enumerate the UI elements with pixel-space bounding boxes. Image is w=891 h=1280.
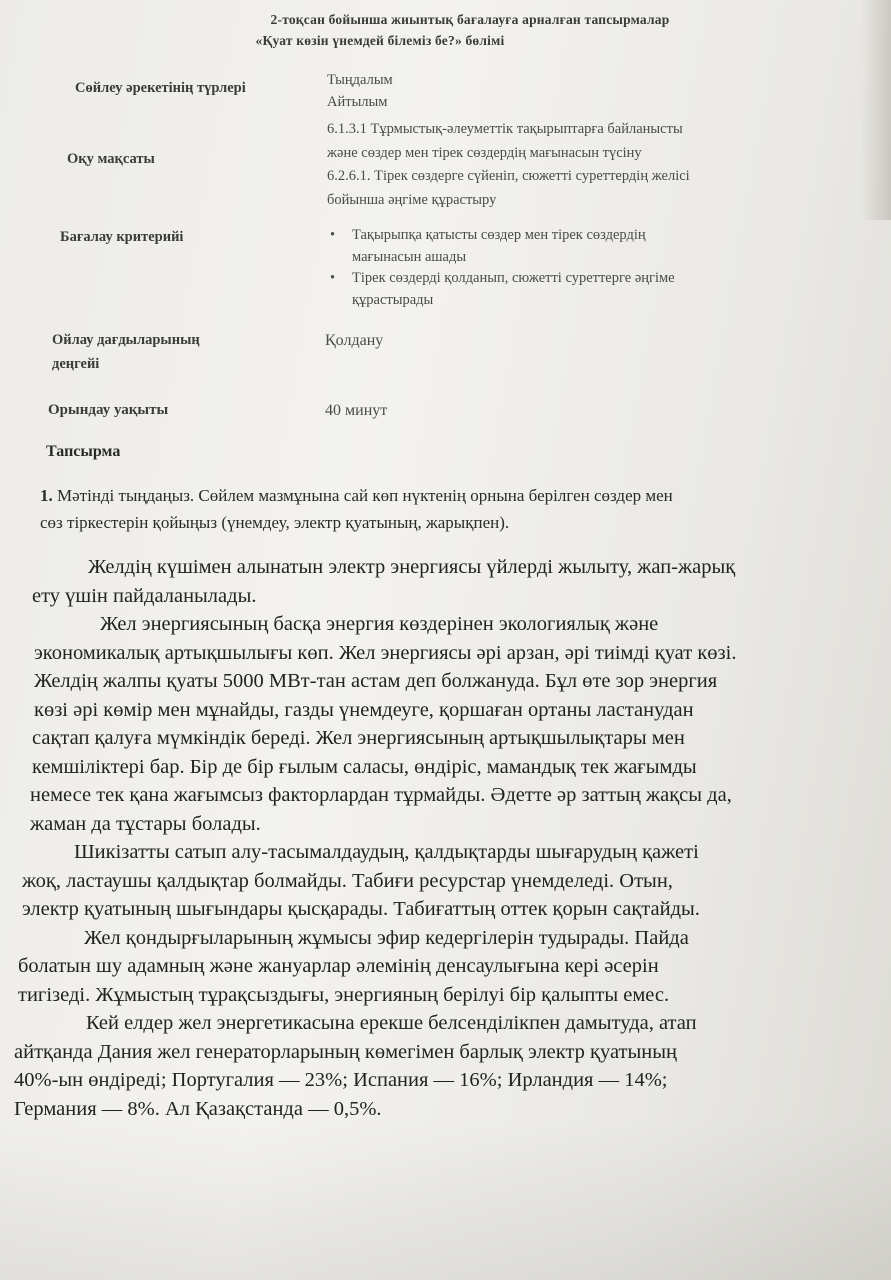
text-line: сақтап қалуға мүмкіндік береді. Жел энергиясының артықшылықтары мен: [32, 727, 685, 749]
header-line-2: «Қуат көзін үнемдей білеміз бе?» бөлімі: [255, 33, 505, 48]
text-line: Жел қондырғыларының жұмысы эфир кедергілерін тудырады. Пайда: [84, 926, 689, 949]
speech-type-1: Тыңдалым: [327, 72, 393, 88]
criteria-bullet-2: [330, 268, 675, 290]
text-line: болатын шу адамның және жануарлар әлемінің денсаулығына кері әсерін: [18, 955, 659, 977]
goal-line-2: және сөздер мен тірек сөздердің мағынасын түсіну: [327, 144, 642, 161]
goal-line-1: 6.1.3.1 Тұрмыстық-әлеуметтік тақырыптарға байланысты: [327, 121, 683, 137]
text-line: жаман да тұстары болады.: [30, 812, 261, 835]
criteria-bullet-1-text: Тақырыпқа қатысты сөздер мен тірек сөздердің: [352, 227, 646, 243]
task-1-line-1: [40, 482, 840, 509]
text-line: немесе тек қана жағымсыз факторлардан тұрмайды. Әдетте әр заттың жақсы да,: [30, 784, 732, 806]
criteria-bullet-2-cont: құрастырады: [352, 291, 434, 308]
task-1-line-1-text: Мәтінді тыңдаңыз. Сөйлем мазмұнына сай көп нүктенің орнына берілген сөздер мен: [57, 486, 673, 505]
criteria-bullet-1-cont: мағынасын ашады: [352, 248, 467, 265]
thinking-level-value: Қолдану: [325, 332, 384, 349]
text-line: тигізеді. Жұмыстың тұрақсыздығы, энергияның берілуі бір қалыпты емес.: [18, 983, 670, 1006]
text-line: экономикалық артықшылығы көп. Жел энергиясы әрі арзан, әрі тиімді қуат көзі.: [34, 641, 737, 664]
text-line: ету үшін пайдаланылады.: [32, 584, 257, 607]
text-line: Кей елдер жел энергетикасына ерекше белсенділікпен дамытуда, атап: [86, 1012, 697, 1034]
task-1-line-2: сөз тіркестерін қойыңыз (үнемдеу, электр қуатының, жарықпен).: [40, 513, 510, 532]
learning-goal-value: [327, 118, 690, 212]
text-line: жоқ, ластаушы қалдықтар болмайды. Табиғи ресурстар үнемделеді. Отын,: [22, 869, 673, 892]
task-number: 1.: [40, 486, 53, 505]
page-bottom-shade: [0, 1120, 891, 1280]
text-line: 40%-ын өндіреді; Португалия — 23%; Испания — 16%; Ирландия — 14%;: [14, 1069, 668, 1091]
text-line: кемшіліктері бар. Бір де бір ғылым саласы, өндіріс, мамандық тек жағымды: [32, 755, 697, 778]
text-line: көзі әрі көмір мен мұнайды, газды үнемдеуге, қоршаған ортаны ластанудан: [34, 698, 694, 721]
text-line: электр қуатының шығындары қысқарады. Табиғаттың оттек қорын сақтайды.: [22, 898, 700, 920]
speech-type-2: Айтылым: [327, 94, 388, 110]
criteria-bullet-1: [330, 225, 675, 247]
reading-text: [14, 553, 874, 1123]
header-line-1: 2-тоқсан бойынша жиынтық бағалауға арналған тапсырмалар: [270, 12, 670, 27]
bullet-dot-icon: •: [330, 227, 336, 243]
goal-line-4: бойынша әңгіме құрастыру: [327, 191, 497, 208]
text-line: Шикізатты сатып алу-тасымалдаудың, қалдықтарды шығарудың қажеті: [74, 841, 699, 863]
criteria-value: [330, 225, 675, 311]
task-1-instructions: [40, 482, 840, 536]
speech-types-label: Сөйлеу әрекетінің түрлері: [75, 80, 246, 96]
learning-goal-label: Оқу мақсаты: [67, 151, 155, 167]
text-line: Желдің күшімен алынатын электр энергиясы үйлерді жылыту, жап-жарық: [88, 556, 736, 578]
thinking-level-label-1: Ойлау дағдыларының: [52, 332, 200, 348]
thinking-level-label-2: деңгейі: [52, 356, 100, 372]
criteria-label: Бағалау критерийі: [60, 229, 184, 245]
thinking-level-label: [52, 328, 200, 376]
text-line: Германия — 8%. Ал Қазақстанда — 0,5%.: [14, 1097, 382, 1120]
goal-line-3: 6.2.6.1. Тірек сөздерге сүйеніп, сюжетті суреттердің желісі: [327, 168, 690, 184]
execution-time-value: 40 минут: [325, 402, 388, 419]
text-line: Жел энергиясының басқа энергия көздерінен экологиялық және: [100, 613, 659, 635]
criteria-bullet-2-text: Тірек сөздерді қолданып, сюжетті суреттерге әңгіме: [352, 270, 675, 286]
page-shadow: [861, 0, 891, 220]
execution-time-label: Орындау уақыты: [48, 402, 169, 418]
task-title: Тапсырма: [46, 443, 121, 460]
bullet-dot-icon: •: [330, 270, 336, 286]
text-line: айтқанда Дания жел генераторларының көмегімен барлық электр қуатының: [14, 1040, 678, 1063]
speech-types-value: [327, 69, 393, 113]
text-line: Желдің жалпы қуаты 5000 МВт-тан астам деп болжануда. Бұл өте зор энергия: [34, 670, 718, 692]
